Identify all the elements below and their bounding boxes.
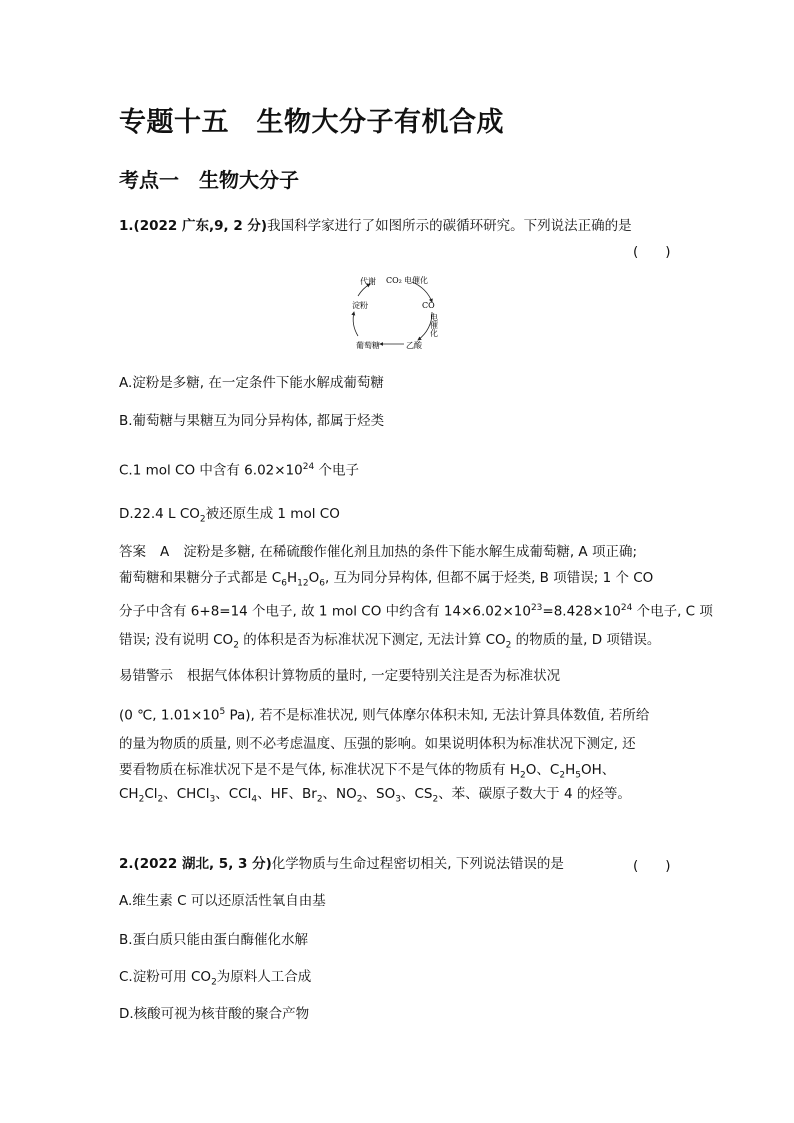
q2-option-d: D.核酸可视为核苷酸的聚合产物 bbox=[119, 1006, 310, 1022]
q1-answer-line-4: 错误; 没有说明 $CO_2$ 的体积是否为标准状况下测定, 无法计算 $CO_2$ 的物质的量, D 项错误。 bbox=[119, 632, 661, 651]
section-heading: 考点一 生物大分子 bbox=[119, 168, 299, 192]
diagram-label-starch: 淀粉 bbox=[352, 301, 368, 310]
q2-answer-blank: ( ) bbox=[633, 858, 671, 874]
diagram-label-co2: CO₂ bbox=[386, 276, 402, 285]
q1-warning-line-3: 的量为物质的质量, 则不必考虑温度、压强的影响。如果说明体积为标准状况下测定, 还 bbox=[119, 736, 636, 752]
q1-warning-line-5: $CH_2Cl_2$、CHCl$_3$、CCl$_4$、HF、$Br_2$、$NO_2$、$SO_3$、$CS_2$、苯、碳原子数大于 4 的烃等。 bbox=[119, 786, 631, 805]
q1-option-d: D.22.4 L $CO_2$被还原生成 1 mol CO bbox=[119, 506, 340, 525]
answer-label: 答案 bbox=[119, 544, 146, 560]
diagram-label-electrocatalysis-side-2: 催 bbox=[430, 321, 438, 330]
q1-answer-line-1: 答案 A 淀粉是多糖, 在稀硫酸作催化剂且加热的条件下能水解生成葡萄糖, A 项正确; bbox=[119, 544, 637, 560]
q1-number: 1. bbox=[119, 218, 134, 234]
diagram-label-co: CO bbox=[422, 301, 435, 310]
q1-warning-line-4: 要看物质在标准状况下是不是气体, 标准状况下不是气体的物质有 $H_2O$、$C_2H_5OH$、 bbox=[119, 762, 616, 781]
q2-number: 2. bbox=[119, 856, 134, 872]
diagram-label-electrocatalysis-side-3: 化 bbox=[430, 329, 438, 338]
q2-stem bbox=[119, 854, 564, 874]
q1-option-c: C.1 mol CO 中含有 $6.02\times 10^{24}$ 个电子 bbox=[119, 462, 359, 479]
cycle-arc-right bbox=[412, 282, 432, 302]
diagram-label-electrocatalysis-side-1: 电 bbox=[430, 313, 438, 322]
q1-answer-line-3: 分子中含有 6+8=14 个电子, 故 1 mol CO 中约含有 $14\times 6.02\times 10^{23}=8.428\times 10^{24}$ 个电子, C 项 bbox=[119, 603, 713, 620]
q1-answer-blank: ( ) bbox=[633, 244, 671, 260]
q1-stem-text: 我国科学家进行了如图所示的碳循环研究。下列说法正确的是 bbox=[267, 218, 632, 234]
carbon-cycle-diagram bbox=[340, 270, 450, 352]
q2-source: (2022 湖北, 5, 3 分) bbox=[133, 856, 272, 872]
q1-answer-line-2: 葡萄糖和果糖分子式都是 $C_6H_{12}O_6$, 互为同分异构体, 但都不属于烃类, B 项错误; 1 个 CO bbox=[119, 570, 654, 589]
q1-option-b: B.葡萄糖与果糖互为同分异构体, 都属于烃类 bbox=[119, 413, 385, 429]
diagram-label-glucose: 葡萄糖 bbox=[356, 341, 380, 350]
q1-warning-line-2: (0 ℃, $1.01\times 10^5$ Pa), 若不是标准状况, 则气体摩尔体积未知, 无法计算具体数值, 若所给 bbox=[119, 707, 650, 724]
warning-label: 易错警示 bbox=[119, 668, 173, 684]
diagram-label-acetic-acid: 乙酸 bbox=[406, 341, 422, 350]
page-title: 专题十五 生物大分子有机合成 bbox=[119, 107, 504, 138]
q2-option-c: C.淀粉可用 $CO_2$为原料人工合成 bbox=[119, 969, 312, 988]
cycle-arc-left bbox=[353, 312, 358, 336]
q2-option-b: B.蛋白质只能由蛋白酶催化水解 bbox=[119, 932, 309, 948]
diagram-label-metabolism: 代谢 bbox=[360, 277, 376, 286]
q1-option-a: A.淀粉是多糖, 在一定条件下能水解成葡萄糖 bbox=[119, 375, 384, 391]
q2-stem-text: 化学物质与生命过程密切相关, 下列说法错误的是 bbox=[271, 856, 564, 872]
q2-option-a: A.维生素 C 可以还原活性氧自由基 bbox=[119, 893, 326, 909]
q1-stem bbox=[119, 216, 632, 236]
diagram-label-electrocatalysis-top: 电催化 bbox=[404, 276, 428, 285]
answer-letter: A bbox=[160, 544, 170, 560]
q1-warning-line-1: 易错警示 根据气体体积计算物质的量时, 一定要特别关注是否为标准状况 bbox=[119, 668, 561, 684]
q1-source: (2022 广东,9, 2 分) bbox=[133, 218, 268, 234]
